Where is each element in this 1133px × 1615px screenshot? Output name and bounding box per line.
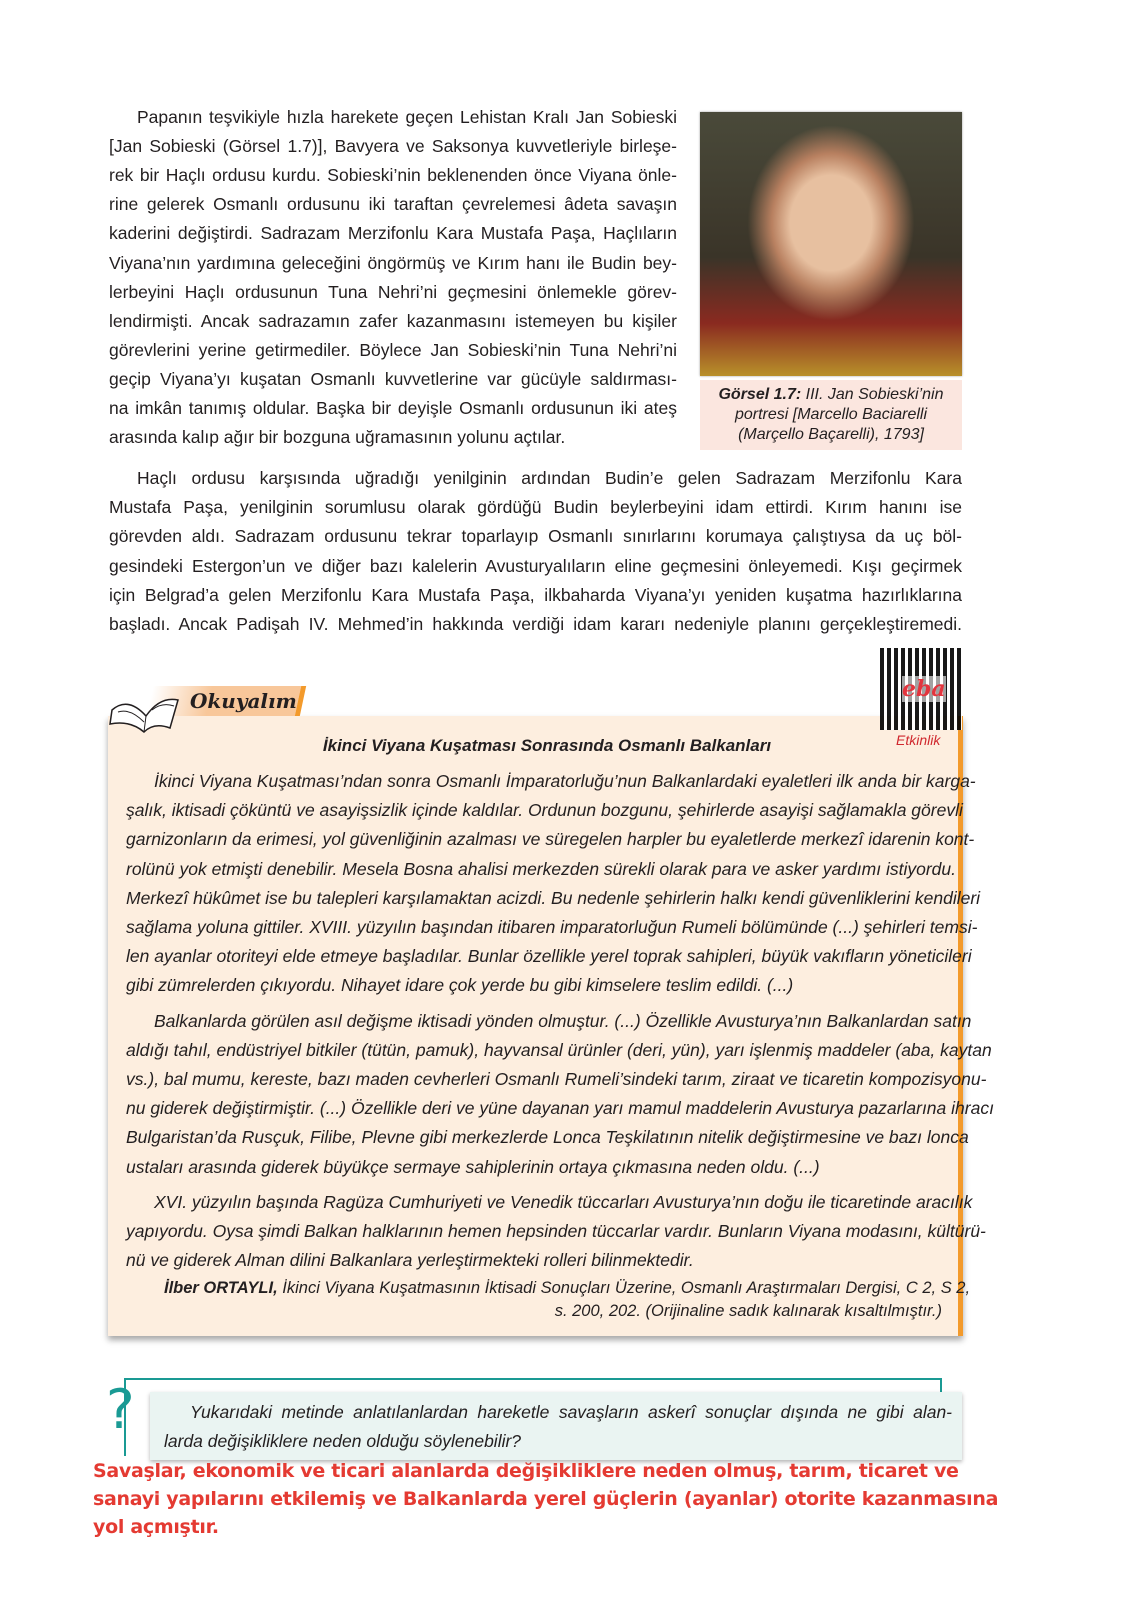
text-line: başladı. Ancak Padişah IV. Mehmed’in hakkında verdiği idam kararı nedeniyle planını gerçekleştiremedi.: [109, 614, 962, 634]
text-line: sağlama yoluna gittiler. XVIII. yüzyılın başından itibaren imparatorluğun Rumeli bölümünde (...) şehirleri temsi-: [126, 917, 978, 937]
text-line: şalık, iktisadi çöküntü ve asayişsizlik içinde kaldılar. Ordunun bozgunu, şehirlerde asayişi sağlamakla görevli: [126, 800, 963, 821]
text-line: Balkanlarda görülen asıl değişme iktisadi yönden olmuştur. (...) Özellikle Avusturya’nın Balkanlardan satın: [154, 1010, 972, 1031]
text-line: rek bir Haçlı ordusu kurdu. Sobieski’nin beklenenden önce Viyana önle-: [109, 165, 677, 186]
source-title: İkinci Viyana Kuşatmasının İktisadi Sonuçları Üzerine, Osmanlı Araştırmaları Dergisi, C 2, S 2,: [282, 1279, 971, 1297]
figure-label: Görsel 1.7:: [718, 386, 802, 403]
text-line: len ayanlar otoriteyi elde etmeye başladılar. Bunlar özellikle yerel toprak sahipleri, büyük vakıfların yöneticileri: [126, 946, 972, 967]
text-line: nü ve giderek Alman dilini Balkanlara yerleştirmekteki rolleri bilinmektedir.: [126, 1250, 694, 1271]
text-line: kaderini değiştirdi. Sadrazam Merzifonlu Kara Mustafa Paşa, Haçlıların: [109, 223, 677, 244]
eba-logo: eba: [902, 676, 946, 702]
text-line: vs.), bal mumu, kereste, bazı maden cevherleri Osmanlı Rumeli’sindeki tarım, ziraat ve ticaretin kompozisyonu-: [126, 1069, 987, 1089]
question-line: larda değişikliklere neden olduğu söylenebilir?: [164, 1431, 522, 1451]
text-line: [Jan Sobieski (Görsel 1.7)], Bavyera ve Saksonya kuvvetleriyle birleşe-: [109, 136, 677, 157]
source-citation: [164, 1277, 971, 1299]
text-line: arasında kalıp ağır bir bozguna uğramasının yolunu açtılar.: [109, 427, 566, 448]
qr-code[interactable]: [880, 648, 962, 730]
caption-line: III. Jan Sobieski’nin: [805, 386, 944, 403]
question-mark-icon: ?: [106, 1378, 135, 1441]
text-line: ustaları arasında giderek büyükçe sermaye sahiplerinin ortaya çıkmasına neden oldu. (...): [126, 1156, 820, 1177]
text-line: Bulgaristan’da Rusçuk, Filibe, Plevne gibi merkezlerde Lonca Teşkilatının nitelik değiştirmesine ve bazı lonca: [126, 1127, 969, 1148]
caption-line: portresi [Marcello Baciarelli: [734, 406, 928, 423]
reading-title: İkinci Viyana Kuşatması Sonrasında Osmanlı Balkanları: [322, 736, 772, 755]
text-line: için Belgrad’a gelen Merzifonlu Kara Mustafa Paşa, ilkbaharda Viyana’yı yeniden kuşatma hazırlıklarına: [109, 584, 962, 605]
jan-sobieski-portrait: [700, 112, 962, 376]
text-line: Merkezî hükûmet ise bu talepleri karşılamaktan acizdi. Bu nedenle şehirlerin halkı kendi güvenliklerini kendileri: [126, 887, 981, 908]
text-line: gibi zümrelerden çıkıyordu. Nihayet idare çok yerde bu gibi kimselere teslim edildi. (...): [126, 975, 794, 996]
text-line: görevlerini yerine getirmediler. Böylece Jan Sobieski’nin Tuna Nehri’ni: [109, 339, 677, 360]
question-line: Yukarıdaki metinde anlatılanlardan hareketle savaşların askerî sonuçlar dışında ne gibi alan-: [190, 1402, 952, 1422]
figure-caption: [700, 380, 962, 450]
text-line: na imkân tanımış oldular. Başka bir deyişle Osmanlı ordusunun iki ateş: [109, 398, 677, 418]
text-line: yapıyordu. Oysa şimdi Balkan halklarının hemen hepsinden tüccarlar vardır. Bunların Viyana modasını, kültürü-: [126, 1221, 986, 1241]
text-line: gesindeki Estergon’un ve diğer bazı kalelerin Avusturyalıların eline geçmesini önleyemedi. Kışı geçirmek: [109, 555, 962, 576]
text-line: Haçlı ordusu karşısında uğradığı yenilginin ardından Budin’e gelen Sadrazam Merzifonlu Kara: [137, 468, 962, 488]
text-line: geçip Viyana’yı kuşatan Osmanlı kuvvetlerine var gücüyle saldırması-: [109, 368, 677, 389]
answer-line: yol açmıştır.: [93, 1516, 219, 1538]
text-line: lendirmişti. Ancak sadrazamın zafer kazanmasını istemeyen bu kişiler: [109, 310, 677, 331]
source-author: İlber ORTAYLI,: [164, 1279, 278, 1297]
text-line: görevden aldı. Sadrazam ordusunu tekrar toparlayıp Osmanlı sınırlarını korumaya çalıştıysa da uç böl-: [109, 526, 962, 547]
answer-line: Savaşlar, ekonomik ve ticari alanlarda değişikliklere neden olmuş, tarım, ticaret ve: [93, 1460, 959, 1482]
okuyalim-label: Okuyalım: [190, 689, 297, 713]
text-line: Papanın teşvikiyle hızla harekete geçen Lehistan Kralı Jan Sobieski: [137, 107, 677, 127]
answer-line: sanayi yapılarını etkilemiş ve Balkanlarda yerel güçlerin (ayanlar) otorite kazanmasına: [93, 1488, 999, 1510]
text-line: İkinci Viyana Kuşatması’ndan sonra Osmanlı İmparatorluğu’nun Balkanlardaki eyaletleri ilk anda bir karga-: [154, 771, 976, 791]
text-line: rolünü yok etmişti denebilir. Mesela Bosna ahalisi merkezden sürekli olarak para ve asker yardımı istiyordu.: [126, 858, 956, 879]
text-line: garnizonların da erimesi, yol güvenliğinin azalması ve süregelen harpler bu eyaletlerde merkezî idarenin kont-: [126, 829, 975, 850]
open-book-icon: [108, 676, 182, 736]
text-line: Mustafa Paşa, yenilginin sorumlusu olarak gördüğü Budin beylerbeyini idam ettirdi. Kırım hanını ise: [109, 497, 962, 518]
qr-label: Etkinlik: [896, 732, 941, 748]
text-line: lerbeyini Haçlı ordusunun Tuna Nehri’ni geçmesini önlemekle görev-: [109, 281, 677, 302]
caption-line: (Marçello Baçarelli), 1793]: [738, 426, 924, 443]
source-pages: s. 200, 202. (Orijinaline sadık kalınarak kısaltılmıştır.): [554, 1302, 942, 1320]
text-line: nu giderek değiştirmiştir. (...) Özellikle deri ve yüne dayanan yarı mamul maddelerin Avusturya pazarlarına ihracı: [126, 1098, 994, 1119]
text-line: XVI. yüzyılın başında Ragüza Cumhuriyeti ve Venedik tüccarları Avusturya’nın doğu ile ticaretinde aracılık: [154, 1191, 973, 1212]
text-line: rine gelerek Osmanlı ordusunu iki taraftan çevrelemesi âdeta savaşın: [109, 194, 677, 215]
text-line: Viyana’nın yardımına geleceğini öngörmüş ve Kırım hanı ile Budin bey-: [109, 252, 677, 273]
text-line: aldığı tahıl, endüstriyel bitkiler (tütün, pamuk), hayvansal ürünler (deri, yün), yarı işlenmiş maddeler (aba, kaytan: [126, 1039, 992, 1060]
